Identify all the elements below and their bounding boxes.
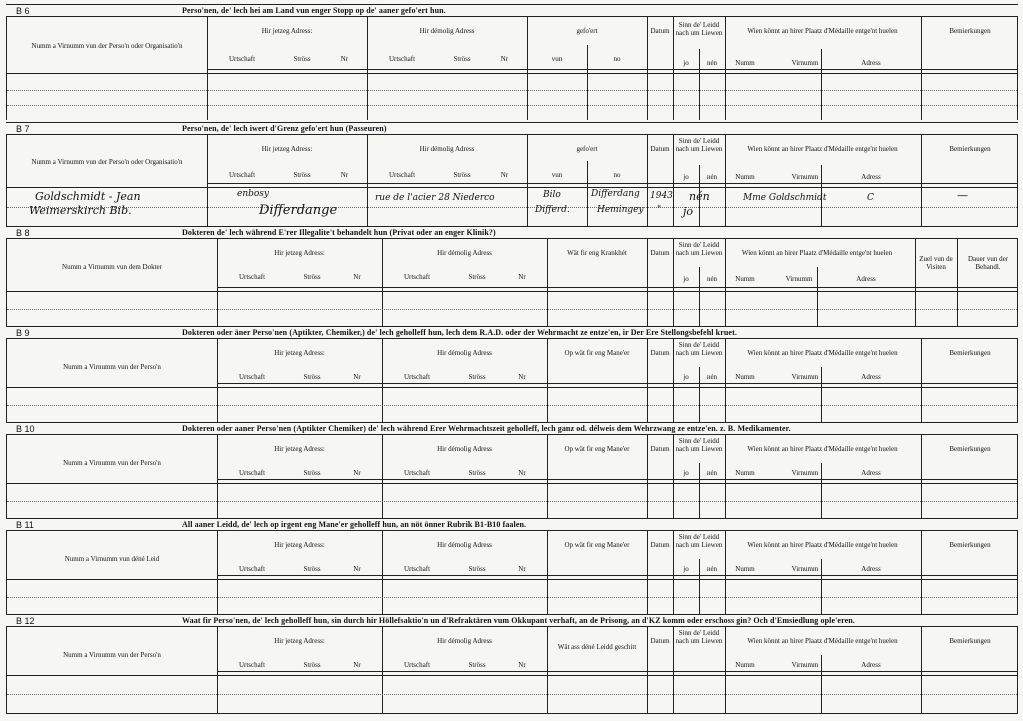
- section-title: Dokteren oder aaner Perso'nen (Aptikter Chemiker) de' lech während Erer Wehrmachtszeit geholleff, lech ganz od. délweis dem Wehrzwang ze entze'en. z. B. Medikamenter.: [182, 424, 791, 433]
- section-b9: [6, 326, 1018, 422]
- section-b8: [6, 226, 1018, 326]
- section-b6: [6, 4, 1018, 119]
- section-table: Numm a Virnumm vun dem Dokter Hir jetzeg Adress: Urtschaft Ströss Nr Hir démolig Adress Urtschaft Ströss Nr Wät fir eng Krankhét Datum Sinn de' Leidd nach um Liewen jo nén Wien könnt an hirer Plaatz d'Médaille entge'nt huelen Numm Virnumm Adress Zuel vun de Visiten Dauer vun der Behandl.: [6, 238, 1018, 327]
- name-header: Numm a Virnumm vun der Perso'n: [63, 459, 161, 467]
- name-header: Numm a Virnumm vun der Perso'n oder Organisatio'n: [31, 158, 183, 166]
- handwritten-current-address: enbosy: [237, 189, 270, 199]
- section-table: Numm a Virnumm vun der Perso'n Hir jetzeg Adress: Urtschaft Ströss Nr Hir démolig Adress Urtschaft Ströss Nr Wät ass déné Leidd geschitt Datum Sinn de' Leidd nach um Liewen Wien könnt an hirer Plaatz d'Médaille entge'nt huelen Numm Virnumm Adress Bemierkungen: [6, 626, 1018, 714]
- section-title: Dokteren oder äner Perso'nen (Aptikter, Chemiker,) de' lech geholleff hun, lech dem R.A.D. oder der Wehrmacht ze entze'en, ir Der Ere Stellongsbefehl kruet.: [182, 328, 737, 337]
- date-header: Datum: [650, 27, 670, 35]
- handwritten-answer: jo: [683, 205, 694, 218]
- section-code: B 12: [16, 616, 35, 626]
- section-b12: [6, 614, 1018, 714]
- handwritten-from: Differd.: [535, 205, 570, 215]
- section-code: B 7: [16, 124, 30, 134]
- refugee-helper-form: [6, 4, 1018, 716]
- section-code: B 6: [16, 6, 30, 16]
- section-title: Perso'nen, de' lech iwert d'Grenz gefo'ert hun (Passeuren): [182, 124, 387, 133]
- remarks-header: Bemierkungen: [949, 27, 991, 35]
- handwritten-date: 1943: [650, 191, 673, 201]
- section-title: Dokteren de' lech während E'rer Illegalite't behandelt hun (Privat oder an enger Klinik?): [182, 228, 496, 237]
- section-b7: [6, 122, 1018, 226]
- name-header: Numm a Virnumm vun der Perso'n oder Organisatio'n: [31, 42, 183, 50]
- handwritten-remark: —: [957, 189, 968, 202]
- section-code: B 9: [16, 328, 30, 338]
- what-suffered-header: Wät ass déné Leidd geschitt: [557, 643, 637, 651]
- section-title: Perso'nen, de' lech hei am Land vun enger Stopp op de' aaner gefo'ert hun.: [182, 6, 446, 15]
- handwritten-answer: nén: [689, 190, 710, 203]
- name-header: Numm a Virnumm vun déné Leid: [64, 555, 160, 563]
- handwritten-from: Bilo: [543, 190, 561, 200]
- name-header: Numm a Virnumm vun der Perso'n: [63, 363, 161, 371]
- section-b10: [6, 422, 1018, 518]
- section-code: B 10: [16, 424, 35, 434]
- section-b11: [6, 518, 1018, 614]
- manner-header: Op wät fir eng Mane'er: [564, 349, 630, 357]
- fled-header: gefo'ert: [576, 27, 598, 35]
- handwritten-medal-address: C: [867, 193, 874, 203]
- handwritten-to: Differdang: [591, 189, 640, 199]
- handwritten-former-address: rue de l'acier 28 Niederco: [375, 193, 495, 203]
- visits-header: Zuel vun de Visiten: [919, 255, 953, 271]
- handwritten-to: Hemingey: [597, 205, 644, 215]
- name-header: Numm a Virnumm vun der Perso'n: [63, 651, 161, 659]
- section-code: B 11: [16, 520, 34, 530]
- section-title: All aaner Leidd, de' lech op irgent eng Mane'er geholleff hun, an nöt önner Rubrik B1-B10 faalen.: [182, 520, 527, 529]
- duration-header: Dauer vun der Behandl.: [967, 255, 1009, 271]
- handwritten-current-address: Differdange: [259, 203, 338, 218]
- section-table: Numm a Virnumm vun der Perso'n Hir jetzeg Adress: Urtschaft Ströss Nr Hir démolig Adress Urtschaft Ströss Nr Op wät fir eng Mane'er Datum Sinn de' Leidd nach um Liewen jo nén Wien könnt an hirer Plaatz d'Médaille entge'nt huelen Numm Virnumm Adress Bemierkungen: [6, 434, 1018, 519]
- name-header: Numm a Virnumm vun dem Dokter: [62, 263, 162, 271]
- section-code: B 8: [16, 228, 30, 238]
- current-address-header: Hir jetzeg Adress:: [261, 27, 313, 35]
- section-table: Numm a Virnumm vun der Perso'n oder Organisatio'n Hir jetzeg Adress: Urtschaft Ströss Nr Hir démolig Adress Urtschaft Ströss Nr gefo'ert vun no Datum Sinn de' Leidd nach um Liewen jo nén Wien könnt an hirer Plaatz d'Médaille entge'nt huelen Numm Virnumm Adress Bemierkungen Goldschmidt - Jean Weimerskirch Bib. enbosy Differdange rue de l'acier 28 Niederco Bilo Differd. Differdang Hemingey 1943 " nén jo Mme Goldschmidt C —: [6, 134, 1018, 227]
- risked-life-header: Sinn de' Leidd nach um Liewen: [675, 21, 723, 37]
- section-table: Numm a Virnumm vun déné Leid Hir jetzeg Adress: Urtschaft Ströss Nr Hir démolig Adress Urtschaft Ströss Nr Op wät fir eng Mane'er Datum Sinn de' Leidd nach um Liewen jo nén Wien könnt an hirer Plaatz d'Médaille entge'nt huelen Numm Virnumm Adress Bemierkungen: [6, 530, 1018, 615]
- handwritten-name: Goldschmidt - Jean: [35, 190, 141, 203]
- former-address-header: Hir démolig Adress: [419, 27, 475, 35]
- medal-header: Wien könnt an hirer Plaatz d'Médaille entge'nt huelen: [747, 27, 898, 35]
- handwritten-date: ": [657, 205, 662, 215]
- handwritten-medal-name: Mme Goldschmidt: [743, 193, 827, 203]
- section-title: Waat fir Perso'nen, de' lech geholleff hun, sin durch hir Höllefsaktio'n un d'Refraktären vum Okkupant verhaft, an de Prisong, an d'KZ komm oder erschoss gin? Och d'Emsiedlung ople'eren.: [182, 616, 855, 625]
- section-table: Numm a Virnumm vun der Perso'n Hir jetzeg Adress: Urtschaft Ströss Nr Hir démolig Adress Urtschaft Ströss Nr Op wät fir eng Mane'er Datum Sinn de' Leidd nach um Liewen jo nén Wien könnt an hirer Plaatz d'Médaille entge'nt huelen Numm Virnumm Adress Bemierkungen: [6, 338, 1018, 423]
- section-table: Numm a Virnumm vun der Perso'n oder Organisatio'n Hir jetzeg Adress: Urtschaft Ströss Nr Hir démolig Adress Urtschaft Ströss Nr gefo'ert vun no Datum Sinn de' Leidd nach um Liewen jo nén Wien könnt an hirer Plaatz d'Médaille entge'nt huelen Numm Virnumm Adress Bemierkungen: [6, 16, 1018, 120]
- illness-header: Wät fir eng Krankhét: [567, 249, 627, 257]
- handwritten-name: Weimerskirch Bib.: [29, 204, 132, 217]
